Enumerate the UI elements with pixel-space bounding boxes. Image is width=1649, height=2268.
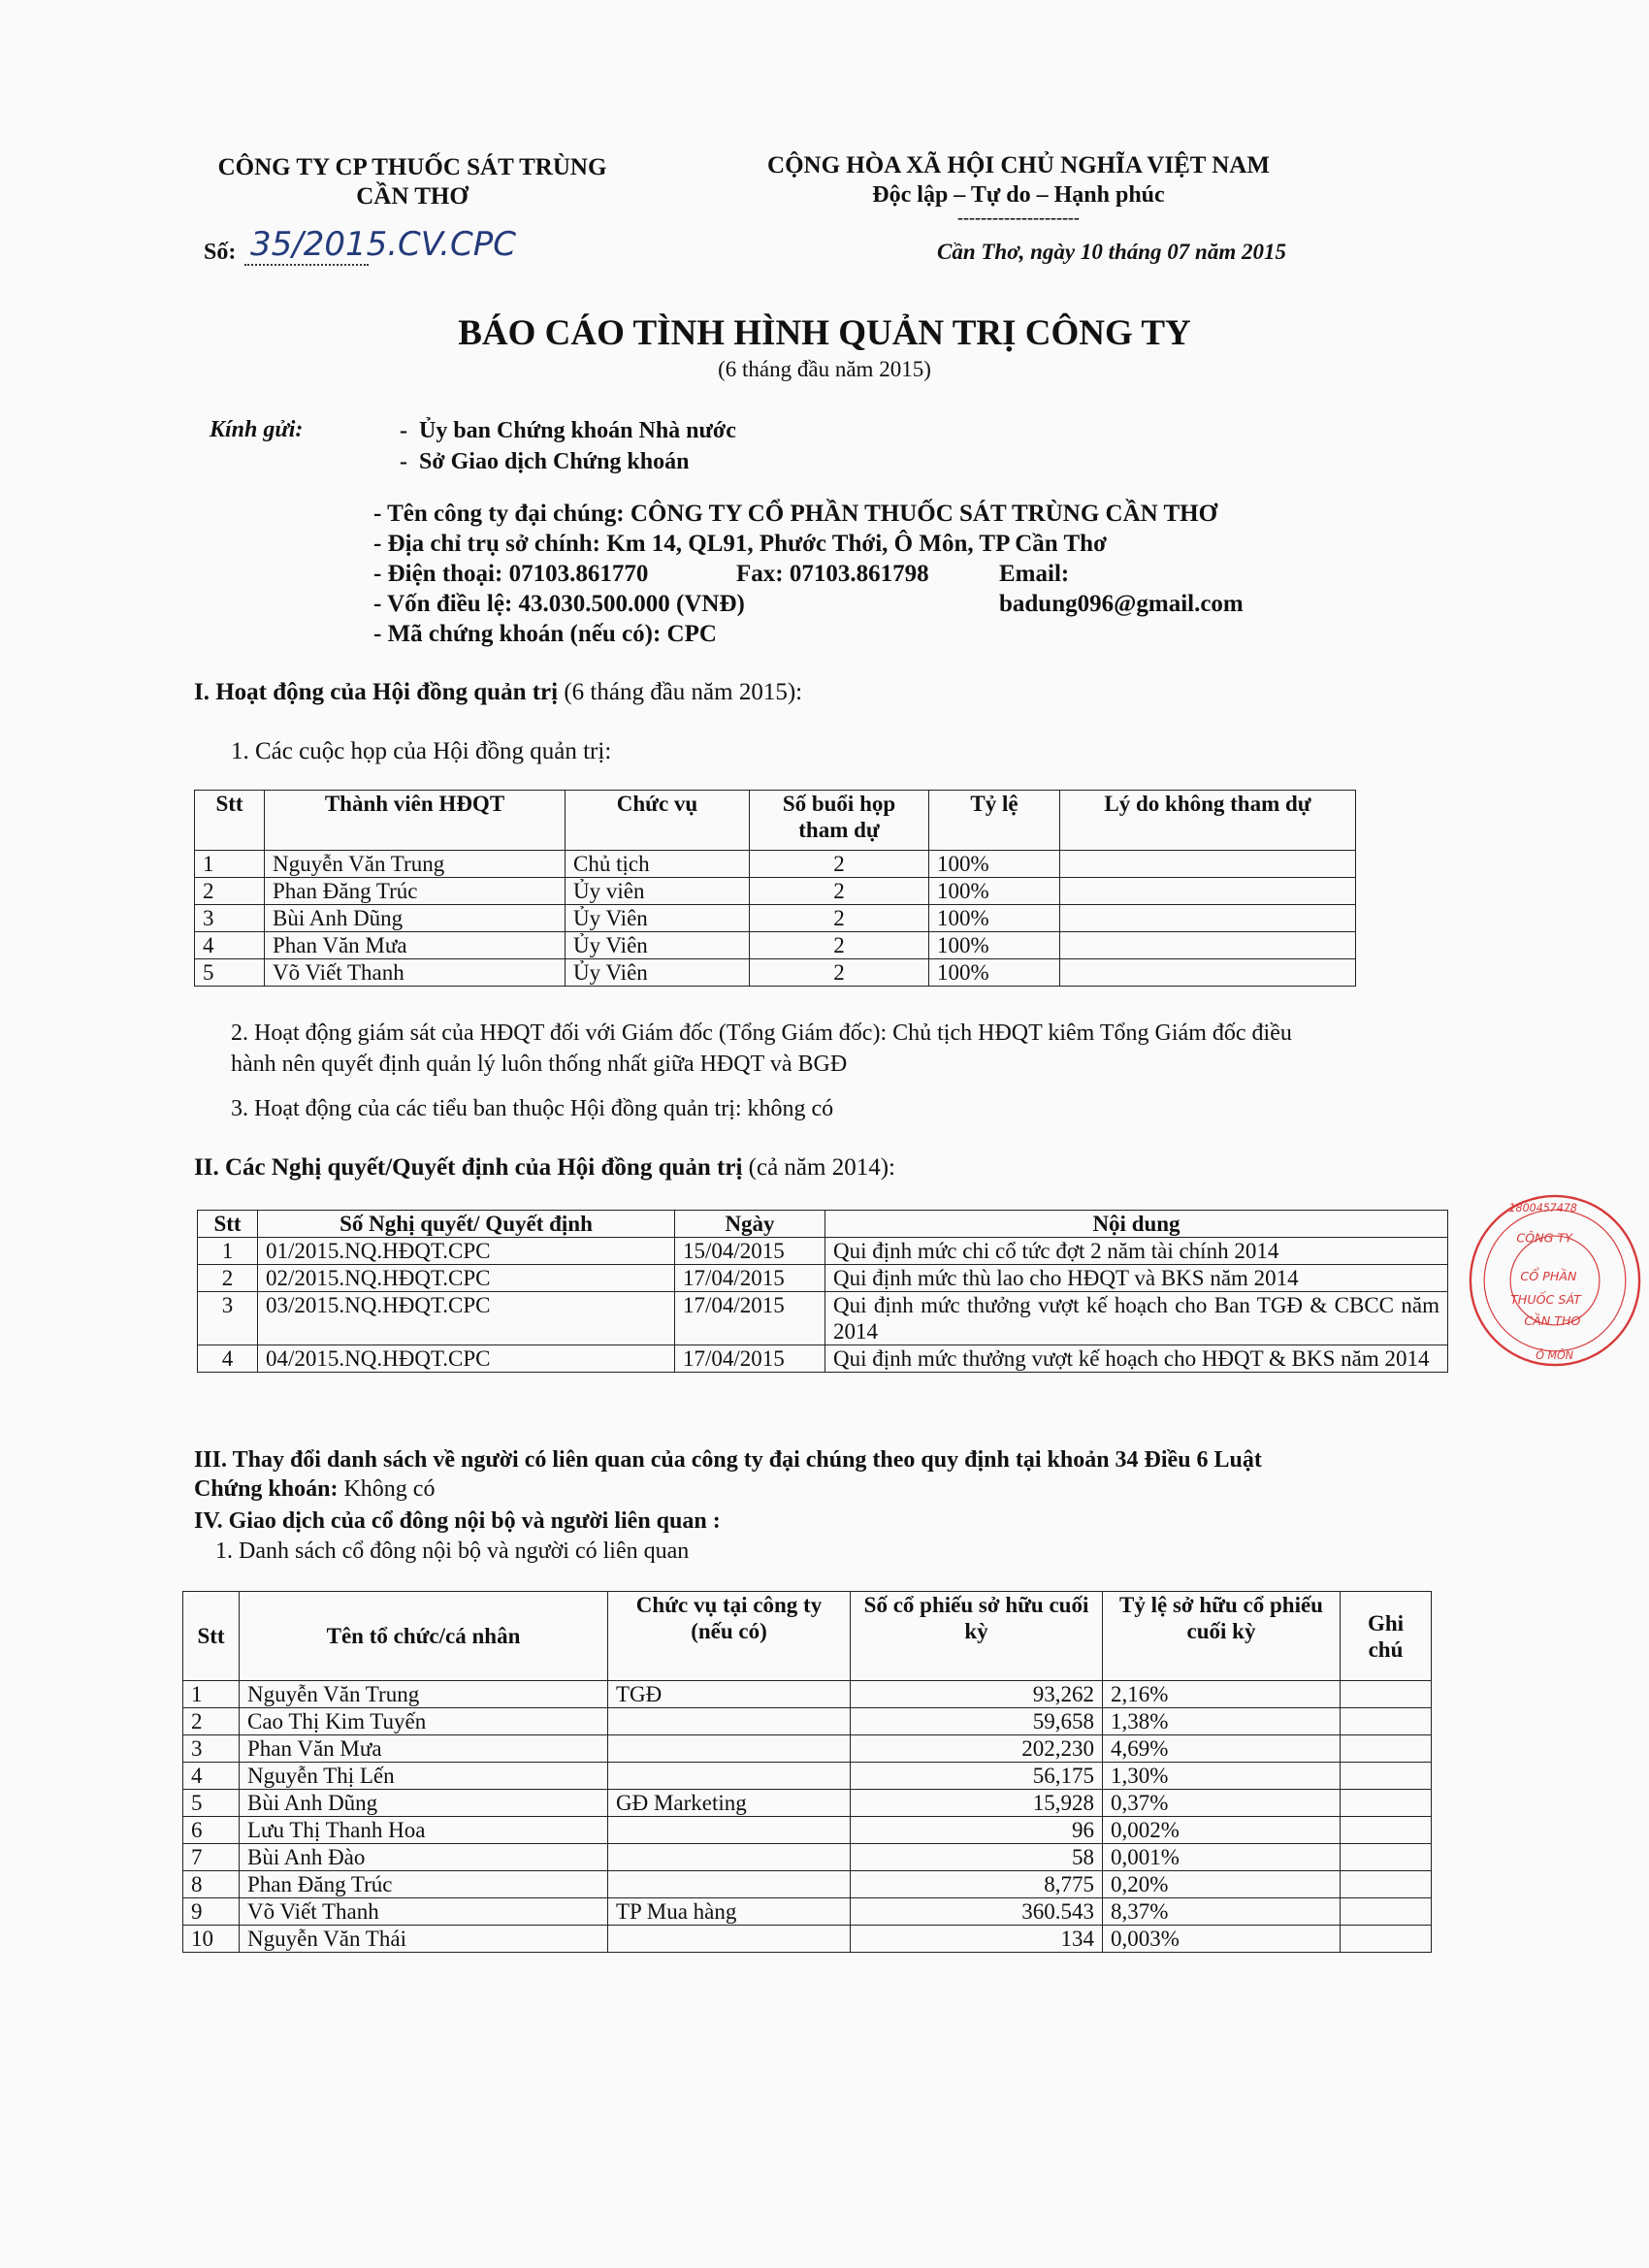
place-date: Cần Thơ, ngày 10 tháng 07 năm 2015 (937, 240, 1286, 264)
table-row: 1 01/2015.NQ.HĐQT.CPC 15/04/2015 Qui định mức chi cổ tức đợt 2 năm tài chính 2014 (198, 1238, 1448, 1265)
svg-text:THUỐC SÁT: THUỐC SÁT (1510, 1291, 1581, 1307)
table-row: 2 02/2015.NQ.HĐQT.CPC 17/04/2015 Qui định mức thù lao cho HĐQT và BKS năm 2014 (198, 1265, 1448, 1292)
company-info (373, 499, 1244, 649)
section-1-item-2-line-2: hành nên quyết định quản lý luôn thống nhất giữa HĐQT và BGĐ (231, 1052, 848, 1077)
section-4-heading: IV. Giao dịch của cổ đông nội bộ và người liên quan : (194, 1508, 721, 1534)
table-row: 3 Bùi Anh Dũng Ủy Viên 2 100% (195, 905, 1356, 932)
svg-text:1800457478: 1800457478 (1508, 1201, 1577, 1215)
table-header: Số Nghị quyết/ Quyết định (258, 1211, 675, 1238)
section-3-line-1: III. Thay đổi danh sách về người có liên quan của công ty đại chúng theo quy định tại khoản 34 Điều 6 Luật (194, 1447, 1262, 1473)
document-number-dots (244, 264, 369, 266)
table-row: 2 Cao Thị Kim Tuyến 59,658 1,38% (183, 1708, 1432, 1735)
table-header: Số buổi họp tham dự (750, 791, 929, 851)
table-row: 7 Bùi Anh Đào 58 0,001% (183, 1844, 1432, 1871)
seal-text: CÔNG TY (1516, 1230, 1572, 1246)
table-header: Chức vụ tại công ty (nếu có) (608, 1592, 851, 1681)
section-1-item-3: 3. Hoạt động của các tiểu ban thuộc Hội đồng quản trị: không có (231, 1096, 834, 1121)
table-header: Stt (183, 1592, 240, 1681)
svg-text:Ô MÔN: Ô MÔN (1536, 1348, 1574, 1362)
recipient-item: - Sở Giao dịch Chứng khoán (400, 449, 690, 474)
table-row: 2 Phan Đăng Trúc Ủy viên 2 100% (195, 878, 1356, 905)
svg-text:CẦN THƠ: CẦN THƠ (1524, 1312, 1583, 1328)
table-header: Tỷ lệ sở hữu cổ phiếu cuối kỳ (1103, 1592, 1341, 1681)
company-email: Email: badung096@gmail.com (999, 561, 1244, 617)
company-public-name: - Tên công ty đại chúng: CÔNG TY CỔ PHẦN THUỐC SÁT TRÙNG CẦN THƠ (373, 501, 1218, 527)
company-phone: - Điện thoại: 07103.861770 (373, 561, 649, 587)
company-address: - Địa chỉ trụ sở chính: Km 14, QL91, Phước Thới, Ô Môn, TP Cần Thơ (373, 531, 1107, 557)
recipients-list (400, 415, 736, 477)
company-header (189, 153, 635, 211)
table-header: Nội dung (825, 1211, 1448, 1238)
table-row: 3 Phan Văn Mưa 202,230 4,69% (183, 1735, 1432, 1763)
table-row: 9 Võ Viết Thanh TP Mua hàng 360.543 8,37% (183, 1898, 1432, 1926)
document-subtitle: (6 tháng đầu năm 2015) (718, 357, 931, 381)
charter-capital: - Vốn điều lệ: 43.030.500.000 (VNĐ) (373, 591, 745, 617)
table-row: 4 Phan Văn Mưa Ủy Viên 2 100% (195, 932, 1356, 959)
company-name-line1: CÔNG TY CP THUỐC SÁT TRÙNG (217, 154, 607, 180)
table-row: 4 Nguyễn Thị Lến 56,175 1,30% (183, 1763, 1432, 1790)
document-number-label: Số: (204, 240, 237, 265)
resolutions-table (197, 1210, 1448, 1373)
table-header: Tên tổ chức/cá nhân (240, 1592, 608, 1681)
table-row: 10 Nguyễn Văn Thái 134 0,003% (183, 1926, 1432, 1953)
section-1-heading: I. Hoạt động của Hội đồng quản trị (6 tháng đầu năm 2015): (194, 679, 803, 705)
company-fax: Fax: 07103.861798 (736, 561, 929, 587)
table-row: 1 Nguyễn Văn Trung Chủ tịch 2 100% (195, 851, 1356, 878)
table-row: 1 Nguyễn Văn Trung TGĐ 93,262 2,16% (183, 1681, 1432, 1708)
motto-divider: --------------------- (957, 208, 1080, 227)
nation-title: CỘNG HÒA XÃ HỘI CHỦ NGHĨA VIỆT NAM (767, 152, 1270, 178)
company-seal (1463, 1164, 1647, 1397)
table-header: Số cổ phiếu sở hữu cuối kỳ (851, 1592, 1103, 1681)
section-1-item-1: 1. Các cuộc họp của Hội đồng quản trị: (231, 738, 612, 764)
table-header: Chức vụ (566, 791, 750, 851)
table-header: Lý do không tham dự (1060, 791, 1356, 851)
table-row: 8 Phan Đăng Trúc 8,775 0,20% (183, 1871, 1432, 1898)
table-header: Stt (198, 1211, 258, 1238)
national-header (718, 151, 1319, 225)
recipient-item: - Ủy ban Chứng khoán Nhà nước (400, 418, 736, 443)
svg-text:CỔ PHẦN: CỔ PHẦN (1520, 1269, 1577, 1283)
stock-code: - Mã chứng khoán (nếu có): CPC (373, 621, 717, 647)
section-2-heading: II. Các Nghị quyết/Quyết định của Hội đồng quản trị (cả năm 2014): (194, 1154, 895, 1181)
recipients-label: Kính gửi: (210, 417, 304, 442)
section-3-line-2: Chứng khoán: Không có (194, 1476, 436, 1502)
table-row: 4 04/2015.NQ.HĐQT.CPC 17/04/2015 Qui định mức thưởng vượt kế hoạch cho HĐQT & BKS năm 2014 (198, 1345, 1448, 1373)
document-title: BÁO CÁO TÌNH HÌNH QUẢN TRỊ CÔNG TY (458, 313, 1191, 353)
table-row: 5 Võ Viết Thanh Ủy Viên 2 100% (195, 959, 1356, 987)
board-meetings-table (194, 790, 1356, 987)
section-4-item-1: 1. Danh sách cổ đông nội bộ và người có liên quan (215, 1539, 690, 1564)
table-row: 3 03/2015.NQ.HĐQT.CPC 17/04/2015 Qui định mức thưởng vượt kế hoạch cho Ban TGĐ & CBCC năm 2014 (198, 1292, 1448, 1345)
insiders-table (182, 1591, 1432, 1953)
table-header: Ngày (675, 1211, 825, 1238)
table-header: Stt (195, 791, 265, 851)
company-name-line2: CẦN THƠ (356, 183, 469, 210)
document-number-handwritten: 35/2015.CV.CPC (250, 225, 516, 264)
section-1-item-2-line-1: 2. Hoạt động giám sát của HĐQT đối với Giám đốc (Tổng Giám đốc): Chủ tịch HĐQT kiêm Tổng Giám đốc điều (231, 1021, 1292, 1046)
table-header: Tỷ lệ (929, 791, 1060, 851)
table-header: Ghi chú (1341, 1592, 1432, 1681)
table-row: 6 Lưu Thị Thanh Hoa 96 0,002% (183, 1817, 1432, 1844)
motto: Độc lập – Tự do – Hạnh phúc (872, 182, 1165, 208)
table-row: 5 Bùi Anh Dũng GĐ Marketing 15,928 0,37% (183, 1790, 1432, 1817)
table-header: Thành viên HĐQT (265, 791, 566, 851)
